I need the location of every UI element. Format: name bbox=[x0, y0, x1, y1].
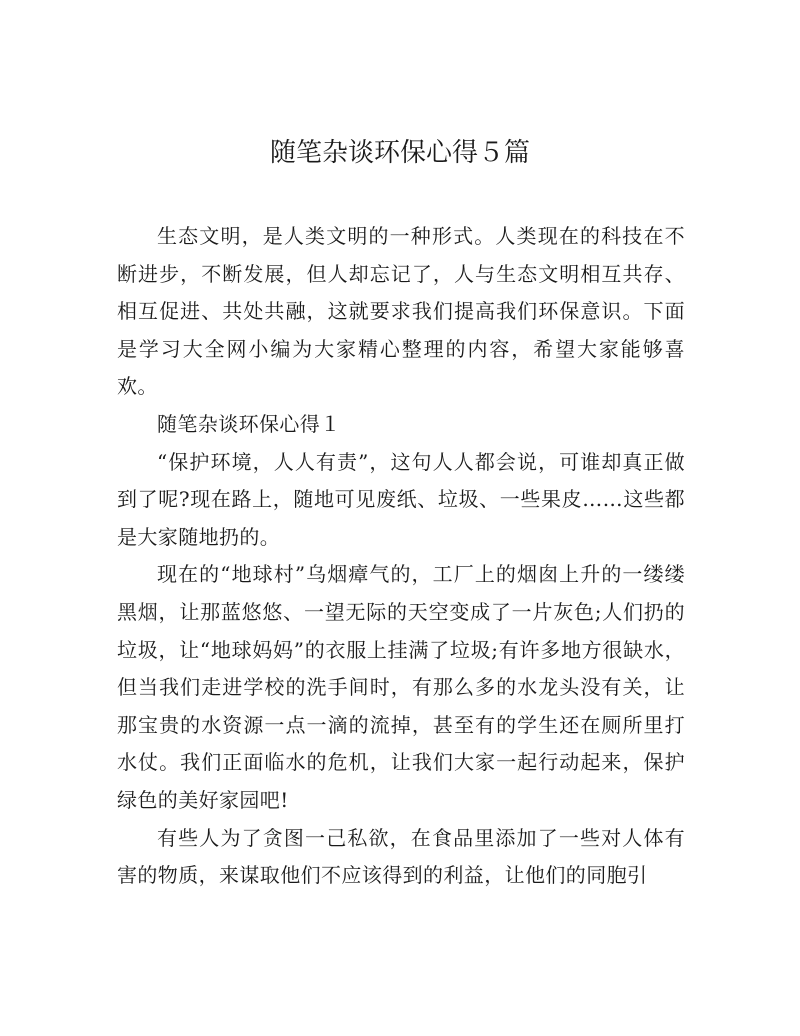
paragraph-protect-environment: “保护环境，人人有责”，这句人人都会说，可谁却真正做到了呢?现在路上，随地可见废纸、垃圾、一些果皮……这些都是大家随地扔的。 bbox=[117, 449, 685, 549]
paragraph-intro: 生态文明，是人类文明的一种形式。人类现在的科技在不断进步，不断发展，但人却忘记了，人与生态文明相互共存、相互促进、共处共融，这就要求我们提高我们环保意识。下面是学习大全网小编为大家精心整理的内容，希望大家能够喜欢。 bbox=[117, 224, 685, 399]
paragraph-earth-village: 现在的“地球村”乌烟瘴气的，工厂上的烟囱上升的一缕缕黑烟，让那蓝悠悠、一望无际的天空变成了一片灰色;人们扔的垃圾，让“地球妈妈”的衣服上挂满了垃圾;有许多地方很缺水，但当我们走进学校的洗手间时，有那么多的水龙头没有关，让那宝贵的水资源一点一滴的流掉，甚至有的学生还在厕所里打水仗。我们正面临水的危机，让我们大家一起行动起来，保护绿色的美好家园吧! bbox=[117, 562, 685, 812]
section-heading-1: 随笔杂谈环保心得１ bbox=[157, 411, 341, 436]
document-title: 随笔杂谈环保心得５篇 bbox=[269, 138, 530, 168]
document-body bbox=[117, 218, 685, 895]
paragraph-food-additives: 有些人为了贪图一己私欲，在食品里添加了一些对人体有害的物质，来谋取他们不应该得到的利益，让他们的同胞引 bbox=[117, 825, 685, 888]
